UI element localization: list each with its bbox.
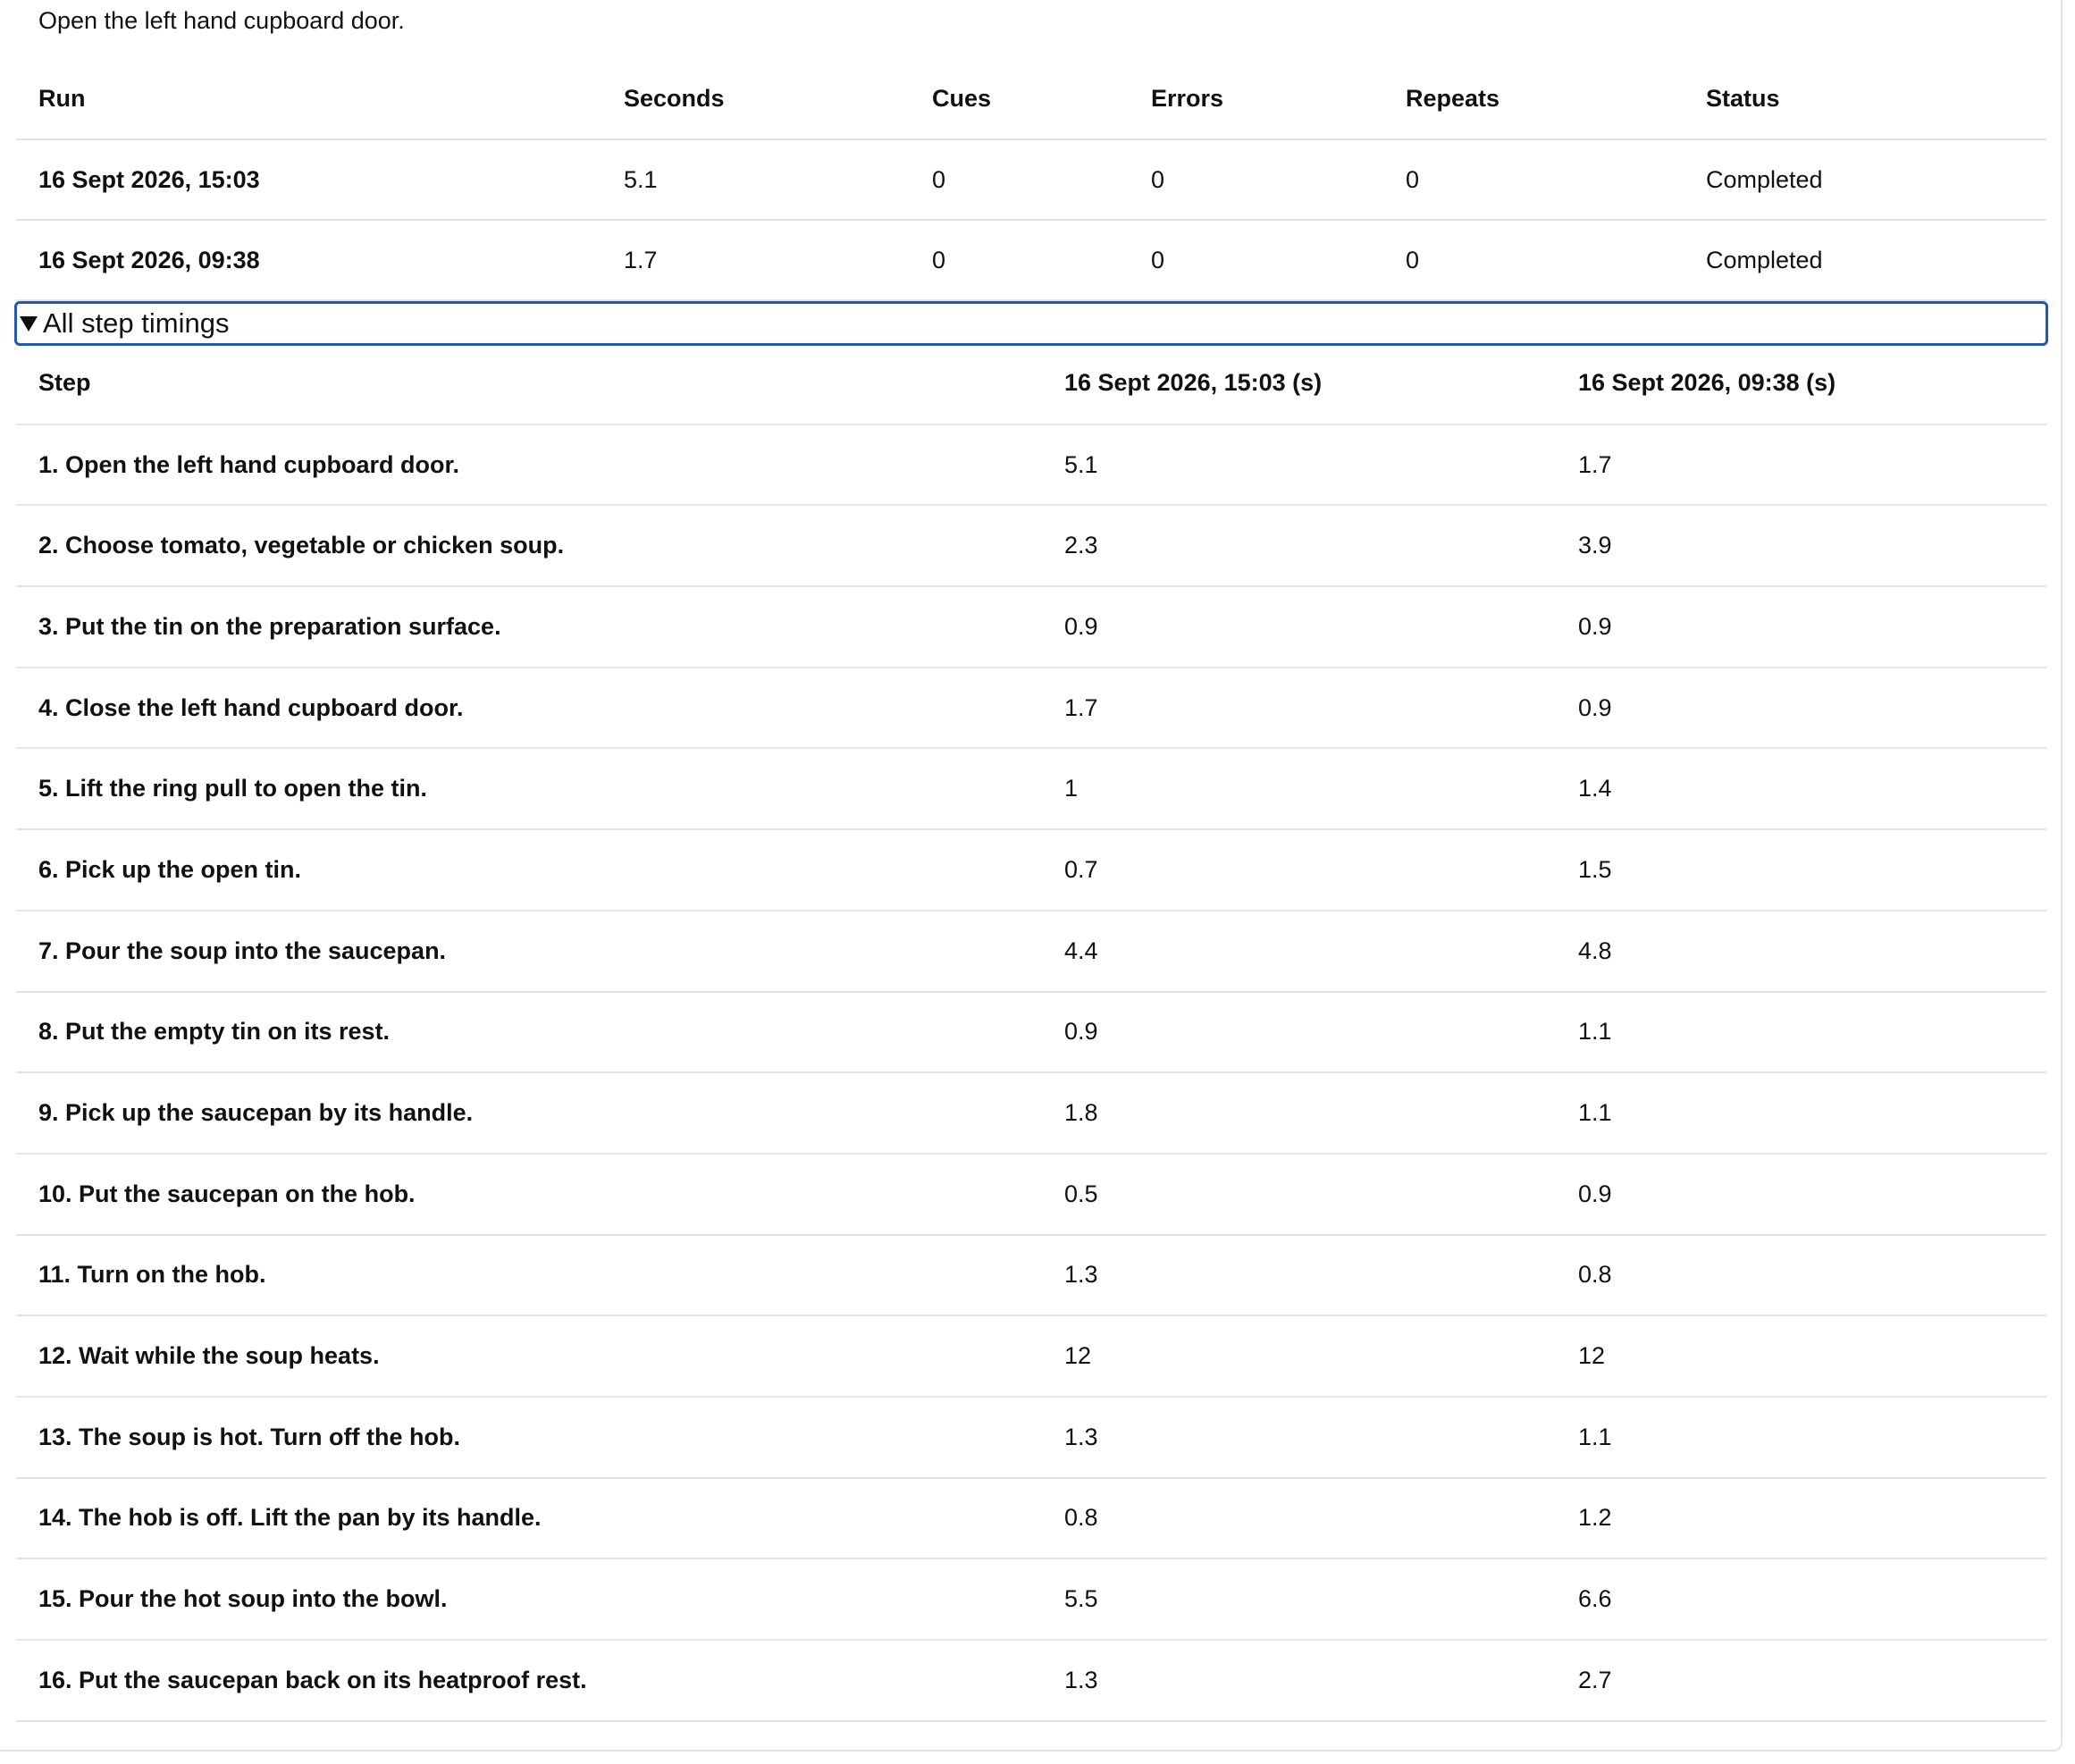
step-row xyxy=(16,1315,2046,1397)
step-label-cell: 5. Lift the ring pull to open the tin. xyxy=(38,775,427,802)
step-row xyxy=(16,1558,2046,1640)
table-cell: 0.9 xyxy=(1578,612,1612,640)
table-cell: 2.7 xyxy=(1578,1666,1612,1693)
table-cell: 1.7 xyxy=(624,246,658,273)
table-cell: 5.1 xyxy=(624,165,658,193)
step-row xyxy=(16,505,2046,586)
step-row xyxy=(16,1072,2046,1154)
step-row xyxy=(16,1478,2046,1559)
step-label-cell: 10. Put the saucepan on the hob. xyxy=(38,1180,416,1207)
table-cell: Completed xyxy=(1706,246,1823,273)
table-cell: 0.9 xyxy=(1578,693,1612,721)
table-cell: 12 xyxy=(1578,1342,1606,1370)
run-row xyxy=(16,220,2046,300)
column-header: 16 Sept 2026, 15:03 (s) xyxy=(1064,369,1323,397)
step-row xyxy=(16,424,2046,506)
step-row xyxy=(16,1397,2046,1478)
runs-table xyxy=(16,58,2046,301)
table-cell: 1.5 xyxy=(1578,855,1612,883)
table-cell: 1.4 xyxy=(1578,775,1612,802)
step-row xyxy=(16,829,2046,911)
run-row xyxy=(16,139,2046,220)
step-row xyxy=(16,668,2046,749)
all-step-timings-toggle[interactable] xyxy=(14,301,2048,346)
table-cell: 0 xyxy=(1151,165,1165,193)
column-header: Cues xyxy=(932,84,992,112)
table-cell: 1.3 xyxy=(1064,1261,1098,1289)
table-cell: 1.3 xyxy=(1064,1666,1098,1693)
table-cell: 0.9 xyxy=(1064,1018,1098,1046)
table-cell: 1.3 xyxy=(1064,1423,1098,1450)
step-label-cell: 7. Pour the soup into the saucepan. xyxy=(38,937,447,964)
table-cell: 5.5 xyxy=(1064,1585,1098,1613)
table-cell: 1.7 xyxy=(1578,450,1612,478)
column-header: 16 Sept 2026, 09:38 (s) xyxy=(1578,369,1836,397)
step-label-cell: 11. Turn on the hob. xyxy=(38,1261,266,1289)
step-label-cell: 4. Close the left hand cupboard door. xyxy=(38,693,464,721)
step-row xyxy=(16,992,2046,1073)
table-cell: 1.8 xyxy=(1064,1099,1098,1127)
table-cell: 12 xyxy=(1064,1342,1092,1370)
step-label-cell: 1. Open the left hand cupboard door. xyxy=(38,450,460,478)
run-date-cell: 16 Sept 2026, 15:03 xyxy=(38,165,260,193)
table-cell: 0 xyxy=(1151,246,1165,273)
table-cell: 0.8 xyxy=(1578,1261,1612,1289)
step-label-cell: 6. Pick up the open tin. xyxy=(38,855,302,883)
table-cell: 1 xyxy=(1064,775,1079,802)
all-step-timings-label: All step timings xyxy=(43,307,230,339)
current-step-text: Open the left hand cupboard door. xyxy=(38,7,405,34)
table-cell: 2.3 xyxy=(1064,532,1098,559)
step-label-cell: 2. Choose tomato, vegetable or chicken soup. xyxy=(38,532,565,559)
table-cell: 0 xyxy=(1406,246,1420,273)
step-row xyxy=(16,911,2046,992)
step-label-cell: 15. Pour the hot soup into the bowl. xyxy=(38,1585,448,1613)
table-cell: 0.9 xyxy=(1578,1180,1612,1207)
column-header: Repeats xyxy=(1406,84,1500,112)
table-cell: 4.8 xyxy=(1578,937,1612,964)
step-label-cell: 9. Pick up the saucepan by its handle. xyxy=(38,1099,474,1127)
step-label-cell: 3. Put the tin on the preparation surface. xyxy=(38,612,501,640)
column-header: Run xyxy=(38,84,86,112)
table-cell: 3.9 xyxy=(1578,532,1612,559)
step-row xyxy=(16,1640,2046,1721)
step-row xyxy=(16,748,2046,829)
step-timings-table xyxy=(16,343,2046,1722)
disclosure-triangle-icon xyxy=(20,316,38,332)
column-header: Seconds xyxy=(624,84,725,112)
column-header: Errors xyxy=(1151,84,1224,112)
table-cell: 1.1 xyxy=(1578,1099,1612,1127)
table-cell: 1.7 xyxy=(1064,693,1098,721)
table-cell: Completed xyxy=(1706,165,1823,193)
step-row xyxy=(16,586,2046,668)
steps-header-row xyxy=(16,343,2046,424)
runs-header-row xyxy=(16,58,2046,139)
table-cell: 0 xyxy=(932,246,946,273)
table-cell: 1.2 xyxy=(1578,1504,1612,1532)
table-cell: 0 xyxy=(1406,165,1420,193)
table-cell: 5.1 xyxy=(1064,450,1098,478)
column-header: Step xyxy=(38,369,91,397)
table-cell: 0.5 xyxy=(1064,1180,1098,1207)
table-cell: 0.8 xyxy=(1064,1504,1098,1532)
table-cell: 1.1 xyxy=(1578,1018,1612,1046)
step-label-cell: 16. Put the saucepan back on its heatproof rest. xyxy=(38,1666,587,1693)
step-row xyxy=(16,1235,2046,1316)
step-label-cell: 12. Wait while the soup heats. xyxy=(38,1342,380,1370)
table-cell: 4.4 xyxy=(1064,937,1098,964)
table-cell: 0 xyxy=(932,165,946,193)
table-cell: 0.7 xyxy=(1064,855,1098,883)
column-header: Status xyxy=(1706,84,1780,112)
step-label-cell: 14. The hob is off. Lift the pan by its handle. xyxy=(38,1504,542,1532)
step-row xyxy=(16,1154,2046,1235)
step-label-cell: 8. Put the empty tin on its rest. xyxy=(38,1018,391,1046)
table-cell: 1.1 xyxy=(1578,1423,1612,1450)
table-cell: 0.9 xyxy=(1064,612,1098,640)
run-date-cell: 16 Sept 2026, 09:38 xyxy=(38,246,260,273)
table-cell: 6.6 xyxy=(1578,1585,1612,1613)
step-label-cell: 13. The soup is hot. Turn off the hob. xyxy=(38,1423,460,1450)
